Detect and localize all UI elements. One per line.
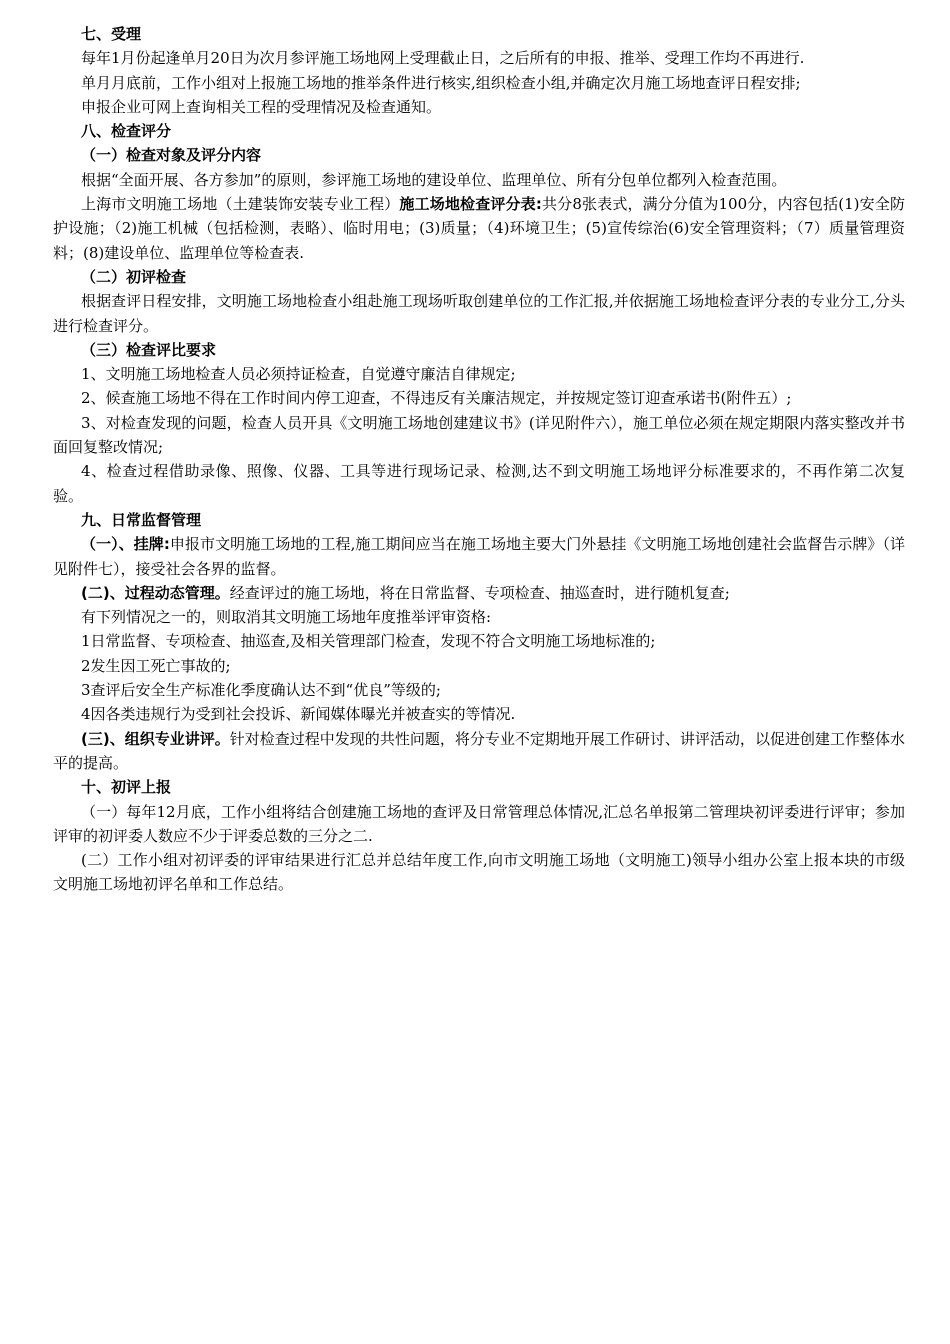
document-body: [53, 22, 905, 897]
list-item: 4因各类违规行为受到社会投诉、新闻媒体曝光并被查实的等情况.: [81, 705, 516, 724]
paragraph: (二）工作小组对初评委的评审结果进行汇总并总结年度工作,向市文明施工场地（文明施工)领导小组办公室上报本块的市级文明施工场地初评名单和工作总结。: [53, 851, 905, 894]
list-item: 4、检查过程借助录像、照像、仪器、工具等进行现场记录、检测,达不到文明施工场地评分标准要求的，不再作第二次复验。: [53, 462, 905, 505]
section-heading-9: 九、日常监督管理: [81, 510, 202, 529]
paragraph: [53, 581, 905, 605]
subsection-heading: （三）检查评比要求: [81, 340, 217, 359]
list-item: 3、对检查发现的问题，检查人员开具《文明施工场地创建建议书》(详见附件六），施工单位必须在规定期限内落实整改并书面回复整改情况;: [53, 413, 905, 457]
paragraph-text: 申报市文明施工场地的工程,施工期间应当在施工场地主要大门外悬挂《文明施工场地创建社会监督告示牌》（详见附件七），接受社会各界的监督。: [53, 535, 906, 578]
list-item: 2发生因工死亡事故的;: [81, 656, 231, 675]
bold-term: (三)、组织专业讲评。: [81, 729, 230, 748]
paragraph: 单月月底前，工作小组对上报施工场地的推举条件进行核实,组织检查小组,并确定次月施工场地查评日程安排;: [81, 73, 801, 92]
paragraph: [53, 192, 905, 265]
section-heading-8: 八、检查评分: [81, 122, 172, 141]
paragraph: （一）每年12月底，工作小组将结合创建施工场地的查评及日常管理总体情况,汇总名单报第二管理块初评委进行评审；参加评审的初评委人数应不少于评委总数的三分之二.: [53, 802, 905, 845]
bold-term: 施工场地检查评分表:: [399, 195, 542, 214]
paragraph: 有下列情况之一的，则取消其文明施工场地年度推举评审资格:: [81, 608, 492, 627]
list-item: 1、文明施工场地检查人员必须持证检查，自觉遵守廉洁自律规定;: [81, 365, 516, 384]
paragraph-text: 共分8张表式，满分分值为100分，内容包括(1)安全防护设施；（2)施工机械（包括检测，表略）、临时用电；(3)质量；（4)环境卫生；(5)宣传综治(6)安全管理资料；（7）质量管理资料；(8)建设单位、监理单位等检查表.: [53, 195, 905, 262]
section-heading-10: 十、初评上报: [81, 778, 172, 797]
bold-term: （一）、挂牌:: [81, 535, 170, 554]
paragraph-text: 上海市文明施工场地（土建装饰安装专业工程）: [81, 195, 400, 214]
paragraph: 根据“全面开展、各方参加”的原则，参评施工场地的建设单位、监理单位、所有分包单位都列入检查范围。: [81, 170, 787, 189]
bold-term: (二)、过程动态管理。: [81, 583, 230, 602]
paragraph-text: 针对检查过程中发现的共性问题，将分专业不定期地开展工作研讨、讲评活动，以促进创建工作整体水平的提高。: [53, 729, 905, 772]
list-item: 3查评后安全生产标准化季度确认达不到“优良”等级的;: [81, 681, 441, 700]
paragraph: 申报企业可网上查询相关工程的受理情况及检查通知。: [81, 97, 442, 116]
list-item: 2、候查施工场地不得在工作时间内停工迎查，不得违反有关廉洁规定，并按规定签订迎查承诺书(附件五）;: [81, 389, 792, 408]
paragraph: 每年1月份起逢单月20日为次月参评施工场地网上受理截止日，之后所有的申报、推举、受理工作均不再进行.: [81, 49, 805, 68]
paragraph: [53, 727, 905, 776]
section-heading-7: 七、受理: [81, 25, 142, 43]
subsection-heading: （一）检查对象及评分内容: [81, 146, 262, 165]
paragraph-text: 经查评过的施工场地，将在日常监督、专项检查、抽巡查时，进行随机复查;: [229, 583, 730, 602]
paragraph: 根据查评日程安排，文明施工场地检查小组赴施工现场听取创建单位的工作汇报,并依据施工场地检查评分表的专业分工,分头进行检查评分。: [53, 292, 905, 335]
subsection-heading: （二）初评检查: [81, 267, 187, 286]
list-item: 1日常监督、专项检查、抽巡查,及相关管理部门检查，发现不符合文明施工场地标准的;: [81, 632, 656, 651]
paragraph: [53, 532, 905, 581]
